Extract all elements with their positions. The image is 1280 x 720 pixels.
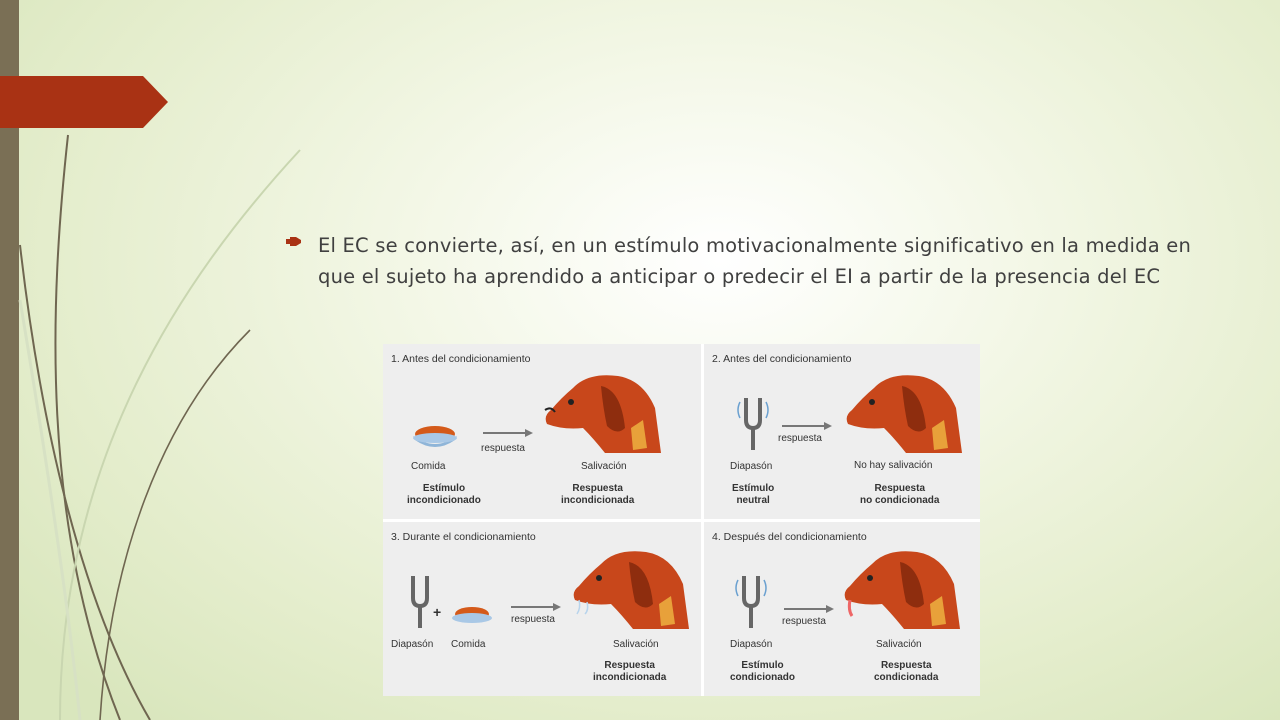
plus-icon: + <box>433 604 442 620</box>
stimulus-label: Diapasón <box>391 639 434 650</box>
stimulus-label: Diapasón <box>730 461 773 472</box>
panel-title: 4. Después del condicionamiento <box>712 531 867 543</box>
tuning-fork-icon <box>407 574 433 630</box>
tuning-fork-icon <box>738 574 764 630</box>
panel-title: 2. Antes del condicionamiento <box>712 353 852 365</box>
response-type-label: Respuesta incondicionada <box>593 660 667 683</box>
panel-during <box>383 522 681 697</box>
arrow-label: respuesta <box>782 616 826 627</box>
arrow-icon <box>511 602 561 612</box>
stimulus-type-label: Estímulo incondicionado <box>407 483 481 506</box>
food-bowl-icon <box>409 424 461 450</box>
response-type-label: Respuesta condicionada <box>874 660 939 683</box>
arrow-icon <box>784 604 834 614</box>
classical-conditioning-diagram <box>383 344 980 696</box>
panel-before-2 <box>704 344 1002 519</box>
response-label: Salivación <box>581 461 627 472</box>
arrow-label: respuesta <box>511 614 555 625</box>
dog-head-icon <box>571 544 691 629</box>
panel-after <box>704 522 1002 697</box>
arrow-label: respuesta <box>481 443 525 454</box>
bullet-point <box>285 230 1215 292</box>
arrow-label: respuesta <box>778 433 822 444</box>
dog-head-icon <box>543 368 663 453</box>
stimulus-label: Diapasón <box>730 639 773 650</box>
response-label: Salivación <box>876 639 922 650</box>
arrow-icon <box>483 428 533 438</box>
decorative-curves <box>0 0 320 720</box>
response-type-label: Respuesta no condicionada <box>860 483 940 506</box>
tuning-fork-icon <box>740 396 766 452</box>
bullet-text: El EC se convierte, así, en un estímulo motivacionalmente significativo en la medida en que el sujeto ha aprendido a anticipar o predecir el EI a partir de la presencia del EC <box>318 234 1192 288</box>
panel-before-1 <box>383 344 681 519</box>
panel-title: 3. Durante el condicionamiento <box>391 531 536 543</box>
pointing-hand-bullet-icon <box>285 235 303 249</box>
response-label: Salivación <box>613 639 659 650</box>
dog-head-icon <box>842 544 962 629</box>
response-label: No hay salivación <box>854 460 933 471</box>
dog-head-icon <box>844 368 964 453</box>
stimulus-type-label: Estímulo neutral <box>732 483 775 506</box>
stimulus-label: Comida <box>411 461 446 472</box>
stimulus-type-label: Estímulo condicionado <box>730 660 795 683</box>
response-type-label: Respuesta incondicionada <box>561 483 635 506</box>
food-bowl-icon <box>449 606 495 628</box>
stimulus-label-2: Comida <box>451 639 486 650</box>
panel-title: 1. Antes del condicionamiento <box>391 353 531 365</box>
arrow-icon <box>782 421 832 431</box>
